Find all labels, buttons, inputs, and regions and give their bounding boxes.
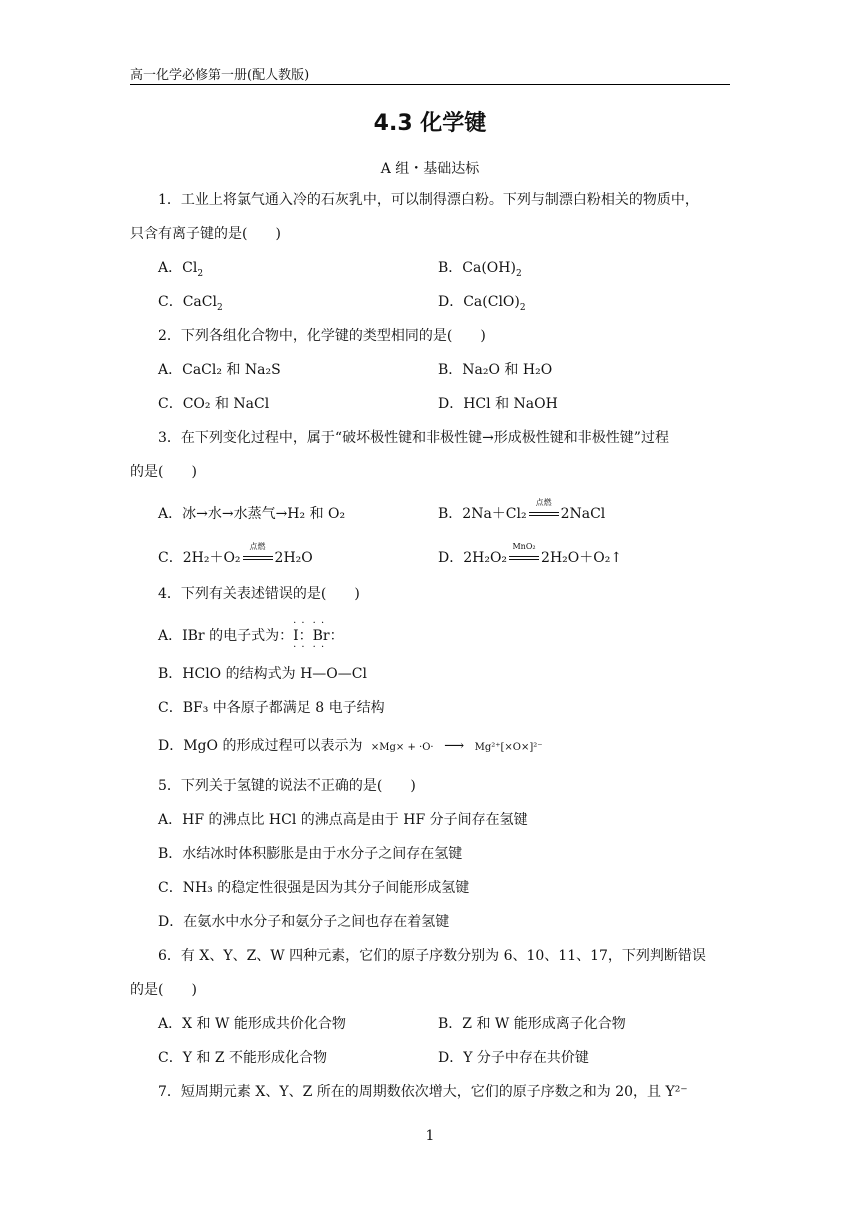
q3-option-b: B．2Na＋Cl₂ 点燃 2NaCl <box>438 498 606 522</box>
q6-option-b: B．Z 和 W 能形成离子化合物 <box>438 1016 626 1032</box>
q3-stem-line2: 的是( ) <box>130 464 197 480</box>
q4-option-c: C．BF₃ 中各原子都满足 8 电子结构 <box>158 700 385 716</box>
q1-option-d: D．$Ca(ClO)_2$ <box>438 294 526 313</box>
q3-option-a: A．冰→水→水蒸气→H₂ 和 O₂ <box>158 506 346 522</box>
page-title: 4.3 化学键 <box>373 111 487 136</box>
q5-option-b: B．水结冰时体积膨胀是由于水分子之间存在氢键 <box>158 846 463 862</box>
q6-option-a: A．X 和 W 能形成共价化合物 <box>158 1016 346 1032</box>
q7-stem: 7．短周期元素 X、Y、Z 所在的周期数依次增大，它们的原子序数之和为 20，且 Y²⁻ <box>158 1084 688 1100</box>
q3-option-c: C．2H₂＋O₂ 点燃 2H₂O <box>158 542 313 566</box>
q6-option-d: D．Y 分子中存在共价键 <box>438 1050 589 1066</box>
q1-stem-line1: 1．工业上将氯气通入冷的石灰乳中，可以制得漂白粉。下列与制漂白粉相关的物质中， <box>158 192 699 208</box>
q1-option-b: B．$Ca(OH)_2$ <box>438 260 522 279</box>
q5-option-d: D．在氨水中水分子和氨分子之间也存在着氢键 <box>158 914 450 930</box>
q3-stem-line1: 3．在下列变化过程中，属于“破坏极性键和非极性键→形成极性键和非极性键”过程 <box>158 430 669 446</box>
q4-option-a: A．IBr 的电子式为：· · I · ·：· · Br · ·： <box>158 626 758 646</box>
page-number: 1 <box>425 1128 435 1144</box>
q5-option-a: A．HF 的沸点比 HCl 的沸点高是由于 HF 分子间存在氢键 <box>158 812 528 828</box>
q2-option-b: B．Na₂O 和 H₂O <box>438 362 553 378</box>
q6-option-c: C．Y 和 Z 不能形成化合物 <box>158 1050 328 1066</box>
q4-option-d: D．MgO 的形成过程可以表示为 ×Mg× + ·O· ⟶ Mg²⁺[×O×]²⁻ <box>158 738 543 754</box>
q3-option-d: D．2H₂O₂ MnO₂ 2H₂O＋O₂↑ <box>438 542 623 566</box>
q5-option-c: C．NH₃ 的稳定性很强是因为其分子间能形成氢键 <box>158 880 470 896</box>
q1-option-a: A．$Cl_2$ <box>158 260 204 279</box>
q1-option-c: C．CaCl$_2$ <box>158 294 223 313</box>
header-rule <box>130 84 730 85</box>
q1-stem-line2: 只含有离子键的是( ) <box>130 226 281 242</box>
q6-stem-line1: 6．有 X、Y、Z、W 四种元素，它们的原子序数分别为 6、10、11、17，下列判断错误 <box>158 948 706 964</box>
q5-stem: 5．下列关于氢键的说法不正确的是( ) <box>158 778 416 794</box>
q2-stem: 2．下列各组化合物中，化学键的类型相同的是( ) <box>158 328 486 344</box>
q4-option-b: B．HClO 的结构式为 H—O—Cl <box>158 666 367 682</box>
q6-stem-line2: 的是( ) <box>130 982 197 998</box>
q4-stem: 4．下列有关表述错误的是( ) <box>158 586 360 602</box>
q2-option-a: A．CaCl₂ 和 Na₂S <box>158 362 281 378</box>
q2-option-c: C．CO₂ 和 NaCl <box>158 396 270 412</box>
running-header: 高一化学必修第一册(配人教版) <box>130 68 310 83</box>
q2-option-d: D．HCl 和 NaOH <box>438 396 558 412</box>
section-subtitle: A 组・基础达标 <box>380 161 480 177</box>
